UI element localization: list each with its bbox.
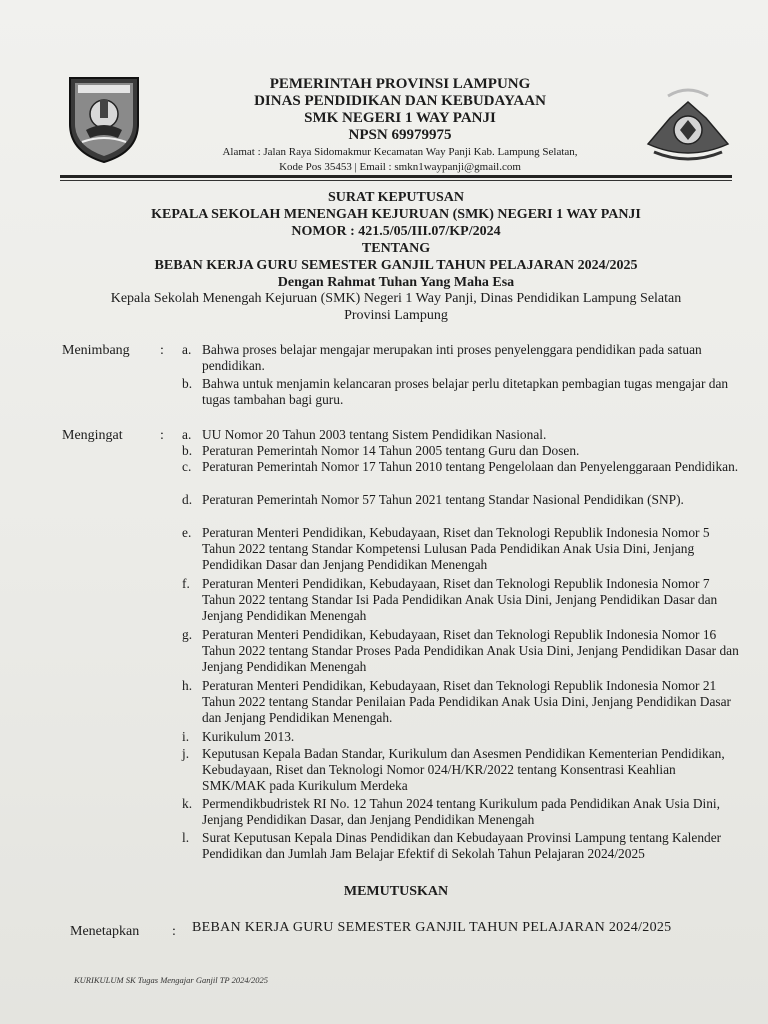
list-marker: l. bbox=[182, 830, 190, 845]
list-text: UU Nomor 20 Tahun 2003 tentang Sistem Pendidikan Nasional. bbox=[202, 427, 547, 442]
list-marker: b. bbox=[182, 376, 193, 391]
letterhead-thin-rule bbox=[60, 180, 732, 181]
list-item bbox=[182, 627, 742, 675]
list-text: Bahwa proses belajar mengajar merupakan inti proses penyelenggara pendidikan pada satuan pendidikan. bbox=[202, 342, 702, 373]
list-marker: k. bbox=[182, 796, 193, 811]
list-text: Peraturan Menteri Pendidikan, Kebudayaan, Riset dan Teknologi Republik Indonesia Nomor 7 Tahun 2022 tentang Standar Isi Pada Pendidikan Anak Usia Dini, Jenjang Pendidikan Dasar dan Jenjang Pendidikan Menengah bbox=[202, 576, 718, 623]
list-marker: e. bbox=[182, 525, 192, 540]
list-item bbox=[182, 342, 742, 374]
lampung-provincial-emblem-icon bbox=[64, 72, 144, 164]
list-item bbox=[182, 830, 742, 862]
list-text: Permendikbudristek RI No. 12 Tahun 2024 tentang Kurikulum pada Pendidikan Anak Usia Dini, Jenjang Pendidikan Dasar, dan Jenjang Pendidikan Menengah bbox=[202, 796, 721, 827]
letterhead-address-2: Kode Pos 35453 | Email : smkn1waypanji@gmail.com bbox=[279, 161, 521, 173]
decree-number: NOMOR : 421.5/05/III.07/KP/2024 bbox=[291, 224, 501, 239]
letterhead-line-school: SMK NEGERI 1 WAY PANJI bbox=[304, 110, 496, 126]
list-item bbox=[182, 746, 742, 794]
list-item bbox=[182, 376, 742, 408]
memutuskan-heading: MEMUTUSKAN bbox=[343, 884, 449, 899]
list-item bbox=[182, 576, 742, 624]
mengingat-label: Mengingat bbox=[62, 428, 123, 443]
list-item bbox=[182, 427, 742, 443]
menetapkan-value: BEBAN KERJA GURU SEMESTER GANJIL TAHUN PELAJARAN 2024/2025 bbox=[192, 920, 672, 935]
mengingat-colon: : bbox=[160, 428, 164, 443]
list-marker: h. bbox=[182, 678, 193, 693]
decree-issuer: KEPALA SEKOLAH MENENGAH KEJURUAN (SMK) NEGERI 1 WAY PANJI bbox=[151, 207, 641, 222]
list-text: Keputusan Kepala Badan Standar, Kurikulum dan Asesmen Pendidikan Kementerian Pendidikan, Kebudayaan, Riset dan Teknologi Nomor 024/H/KR/2022 tentang Konsentrasi Keahlian SMK/MAK pada Kurikulum Merdeka bbox=[202, 746, 725, 793]
menetapkan-colon: : bbox=[172, 924, 176, 939]
menimbang-label: Menimbang bbox=[62, 343, 130, 358]
menetapkan-label: Menetapkan bbox=[70, 924, 140, 939]
footer-filename: KURIKULUM SK Tugas Mengajar Ganjil TP 2024/2025 bbox=[74, 975, 268, 985]
list-marker: f. bbox=[182, 576, 190, 591]
lampung-selatan-regency-emblem-icon bbox=[640, 82, 736, 168]
list-text: Bahwa untuk menjamin kelancaran proses belajar perlu ditetapkan pembagian tugas mengajar dan tugas tambahan bagi guru. bbox=[202, 376, 729, 407]
list-item bbox=[182, 525, 742, 573]
list-text: Surat Keputusan Kepala Dinas Pendidikan dan Kebudayaan Provinsi Lampung tentang Kalender Pendidikan dan Jumlah Jam Belajar Efektif di Sekolah Tahun Pelajaran 2024/2025 bbox=[202, 830, 722, 861]
decree-preamble-line-2: Provinsi Lampung bbox=[344, 308, 448, 323]
list-item bbox=[182, 459, 742, 475]
list-text: Peraturan Menteri Pendidikan, Kebudayaan, Riset dan Teknologi Republik Indonesia Nomor 16 Tahun 2022 tentang Standar Proses Pada Pendidikan Anak Usia Dini, Jenjang Pendidikan Dasar dan Jenjang Pendidikan Menengah bbox=[202, 627, 739, 674]
letterhead-line-government: PEMERINTAH PROVINSI LAMPUNG bbox=[269, 76, 531, 92]
list-text: Peraturan Pemerintah Nomor 57 Tahun 2021 tentang Standar Nasional Pendidikan (SNP). bbox=[202, 492, 684, 507]
list-item bbox=[182, 729, 742, 745]
list-marker: a. bbox=[182, 427, 192, 442]
list-item bbox=[182, 678, 742, 726]
list-marker: g. bbox=[182, 627, 193, 642]
letterhead-thick-rule bbox=[60, 175, 732, 178]
list-marker: a. bbox=[182, 342, 192, 357]
decree-title: SURAT KEPUTUSAN bbox=[327, 190, 464, 205]
list-marker: c. bbox=[182, 459, 192, 474]
decree-preamble-line-1: Kepala Sekolah Menengah Kejuruan (SMK) Negeri 1 Way Panji, Dinas Pendidikan Lampung Selatan bbox=[110, 291, 682, 306]
list-marker: i. bbox=[182, 729, 190, 744]
letterhead-address-1: Alamat : Jalan Raya Sidomakmur Kecamatan Way Panji Kab. Lampung Selatan, bbox=[222, 146, 578, 158]
list-text: Peraturan Pemerintah Nomor 14 Tahun 2005 tentang Guru dan Dosen. bbox=[202, 443, 580, 458]
decree-subject: BEBAN KERJA GURU SEMESTER GANJIL TAHUN PELAJARAN 2024/2025 bbox=[154, 258, 638, 273]
list-marker: d. bbox=[182, 492, 193, 507]
decree-invocation: Dengan Rahmat Tuhan Yang Maha Esa bbox=[277, 275, 515, 290]
list-text: Peraturan Pemerintah Nomor 17 Tahun 2010 tentang Pengelolaan dan Penyelenggaraan Pendidikan. bbox=[202, 459, 739, 474]
list-marker: j. bbox=[182, 746, 190, 761]
menimbang-colon: : bbox=[160, 343, 164, 358]
letterhead-line-npsn: NPSN 69979975 bbox=[348, 127, 452, 143]
list-item bbox=[182, 796, 742, 828]
letterhead bbox=[150, 76, 650, 174]
list-text: Peraturan Menteri Pendidikan, Kebudayaan, Riset dan Teknologi Republik Indonesia Nomor 5 Tahun 2022 tentang Standar Kompetensi Lulusan Pada Pendidikan Anak Usia Dini, Jenjang Pendidikan Dasar dan Jenjang Pendidikan Menengah bbox=[202, 525, 710, 572]
list-text: Kurikulum 2013. bbox=[202, 729, 295, 744]
list-marker: b. bbox=[182, 443, 193, 458]
letterhead-line-office: DINAS PENDIDIKAN DAN KEBUDAYAAN bbox=[254, 93, 546, 109]
list-item bbox=[182, 492, 742, 508]
list-text: Peraturan Menteri Pendidikan, Kebudayaan, Riset dan Teknologi Republik Indonesia Nomor 21 Tahun 2022 tentang Standar Penilaian Pada Pendidikan Anak Usia Dini, Jenjang Pendidikan Dasar dan Jenjang Pendidikan Menengah. bbox=[202, 678, 732, 725]
list-item bbox=[182, 443, 742, 459]
decree-about-label: TENTANG bbox=[361, 241, 431, 256]
